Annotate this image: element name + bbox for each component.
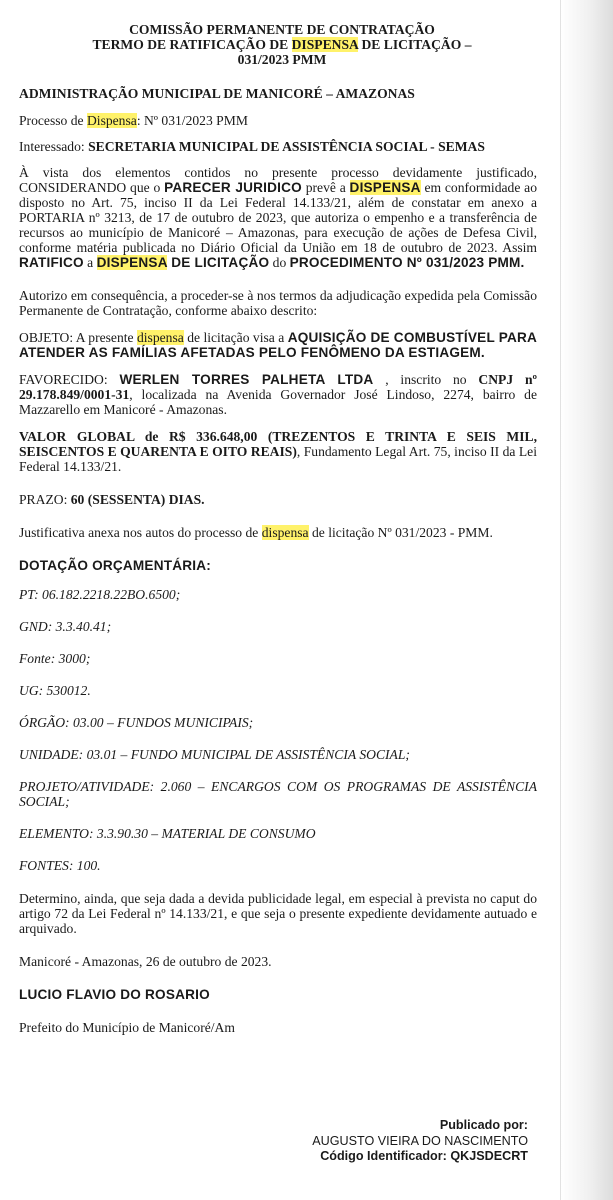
justificativa-text-2: de licitação Nº 031/2023 - PMM. bbox=[308, 525, 493, 540]
objeto-paragraph bbox=[19, 330, 537, 360]
dotacao-item: GND: 3.3.40.41; bbox=[19, 619, 112, 634]
vista-de-licitacao: DE LICITAÇÃO bbox=[167, 255, 270, 270]
interessado-line bbox=[19, 139, 537, 154]
header-line-2-post: DE LICITAÇÃO – bbox=[358, 37, 472, 52]
dotacao-item: ELEMENTO: 3.3.90.30 – MATERIAL DE CONSUMO bbox=[19, 826, 316, 841]
header-line-3: 031/2023 PMM bbox=[237, 52, 327, 67]
dotacao-item: PROJETO/ATIVIDADE: 2.060 – ENCARGOS COM OS PROGRAMAS DE ASSISTÊNCIA SOCIAL; bbox=[19, 779, 537, 809]
publication-label: Publicado por: bbox=[439, 1118, 528, 1132]
dotacao-item: UNIDADE: 03.01 – FUNDO MUNICIPAL DE ASSISTÊNCIA SOCIAL; bbox=[19, 747, 410, 762]
objeto-descricao: AQUISIÇÃO DE COMBUSTÍVEL PARA ATENDER AS FAMÍLIAS AFETADAS PELO FENÔMENO DA ESTIAGEM. bbox=[19, 330, 537, 360]
prazo-label: PRAZO: bbox=[19, 492, 71, 507]
dotacao-item: UG: 530012. bbox=[19, 683, 91, 698]
header-line-2-pre: TERMO DE RATIFICAÇÃO DE bbox=[92, 37, 292, 52]
vista-text-1: À vista dos elementos contidos no presente processo devidamente justificado, CONSIDERANDO que o bbox=[19, 165, 537, 195]
dotacao-item: Fonte: 3000; bbox=[19, 651, 91, 666]
vista-parecer: PARECER JURIDICO bbox=[164, 180, 302, 195]
vista-text-2: prevê a bbox=[301, 180, 350, 195]
vista-paragraph bbox=[19, 165, 537, 270]
favorecido-endereco: , localizada na Avenida Governador José Lindoso, 2274, bairro de Mazzarello em Manicoré - Amazonas. bbox=[19, 387, 537, 417]
prazo-value: 60 (SESSENTA) DIAS. bbox=[70, 492, 205, 507]
prazo-line bbox=[19, 492, 537, 507]
vista-text-3: em conformidade ao disposto no Art. 75, inciso II da Lei Federal 14.133/21, além de constatar em anexo a PORTARIA nº 3213, de 17 de outubro de 2023, que autoriza o empenho e a transferência de recursos ao município de Manicoré – Amazonas, para execução de ações de Defesa Civil, conforme matéria publicada no Diário Oficial da União em 18 de outubro de 2023. Assim bbox=[19, 180, 537, 255]
publication-code bbox=[312, 1149, 528, 1165]
objeto-text-1: OBJETO: A presente bbox=[19, 330, 137, 345]
publication-author: AUGUSTO VIEIRA DO NASCIMENTO bbox=[312, 1133, 528, 1148]
valor-global: VALOR GLOBAL de R$ 336.648,00 (TREZENTOS E TRINTA E SEIS MIL, SEISCENTOS E QUARENTA E OITO REAIS) bbox=[19, 429, 537, 459]
signatory-role: Prefeito do Município de Manicoré/Am bbox=[19, 1020, 235, 1035]
document-header bbox=[27, 22, 537, 67]
vista-text-4: a bbox=[83, 255, 97, 270]
vista-highlight-dispensa-1: DISPENSA bbox=[349, 180, 421, 195]
signatory-name: LUCIO FLAVIO DO ROSARIO bbox=[19, 987, 210, 1002]
determino-paragraph: Determino, ainda, que seja dada a devida publicidade legal, em especial à prevista no caput do artigo 72 da Lei Federal nº 14.133/21, e que seja o presente expediente devidamente autuado e arquivado. bbox=[19, 891, 537, 936]
objeto-highlight: dispensa bbox=[136, 330, 184, 345]
vista-text-5: do bbox=[269, 255, 290, 270]
justificativa-highlight: dispensa bbox=[261, 525, 309, 540]
local-data: Manicoré - Amazonas, 26 de outubro de 2023. bbox=[19, 954, 272, 969]
dotacao-item: PT: 06.182.2218.22BO.6500; bbox=[19, 587, 181, 602]
processo-line bbox=[19, 113, 537, 128]
header-highlight-dispensa: DISPENSA bbox=[291, 37, 359, 52]
interessado-value: SECRETARIA MUNICIPAL DE ASSISTÊNCIA SOCIAL - SEMAS bbox=[88, 139, 485, 154]
favorecido-paragraph bbox=[19, 372, 537, 417]
publication-block bbox=[312, 1118, 528, 1165]
interessado-label: Interessado: bbox=[19, 139, 89, 154]
processo-highlight: Dispensa bbox=[86, 113, 137, 128]
vista-ratifico: RATIFICO bbox=[19, 255, 84, 270]
processo-post: : Nº 031/2023 PMM bbox=[136, 113, 248, 128]
favorecido-text-2: , inscrito no bbox=[373, 372, 479, 387]
vista-procedimento: PROCEDIMENTO Nº 031/2023 PMM. bbox=[289, 255, 525, 270]
dotacao-title: DOTAÇÃO ORÇAMENTÁRIA: bbox=[19, 558, 211, 573]
publication-code-value: QKJSDECRT bbox=[450, 1149, 528, 1163]
autorizo-paragraph: Autorizo em consequência, a proceder-se à nos termos da adjudicação expedida pela Comissão Permanente de Contratação, conforme abaixo descrito: bbox=[19, 288, 537, 318]
justificativa-paragraph bbox=[19, 525, 537, 540]
header-line-1: COMISSÃO PERMANENTE DE CONTRATAÇÃO bbox=[129, 22, 435, 37]
publication-code-label: Código Identificador: bbox=[320, 1149, 447, 1163]
objeto-text-2: de licitação visa a bbox=[183, 330, 288, 345]
dotacao-item: ÓRGÃO: 03.00 – FUNDOS MUNICIPAIS; bbox=[19, 715, 254, 730]
valor-fundamento: , Fundamento Legal Art. 75, inciso II da Lei Federal 14.133/21. bbox=[19, 444, 537, 474]
vista-highlight-dispensa-2: DISPENSA bbox=[96, 255, 168, 270]
header-line-2 bbox=[27, 37, 537, 52]
admin-title: ADMINISTRAÇÃO MUNICIPAL DE MANICORÉ – AMAZONAS bbox=[19, 86, 415, 101]
favorecido-nome: WERLEN TORRES PALHETA LTDA bbox=[119, 372, 374, 387]
processo-pre: Processo de bbox=[19, 113, 87, 128]
dotacao-item: FONTES: 100. bbox=[19, 858, 101, 873]
valor-paragraph bbox=[19, 429, 537, 474]
favorecido-cnpj: CNPJ nº 29.178.849/0001-31 bbox=[19, 372, 537, 402]
favorecido-label: FAVORECIDO: bbox=[19, 372, 120, 387]
justificativa-text-1: Justificativa anexa nos autos do processo de bbox=[19, 525, 262, 540]
